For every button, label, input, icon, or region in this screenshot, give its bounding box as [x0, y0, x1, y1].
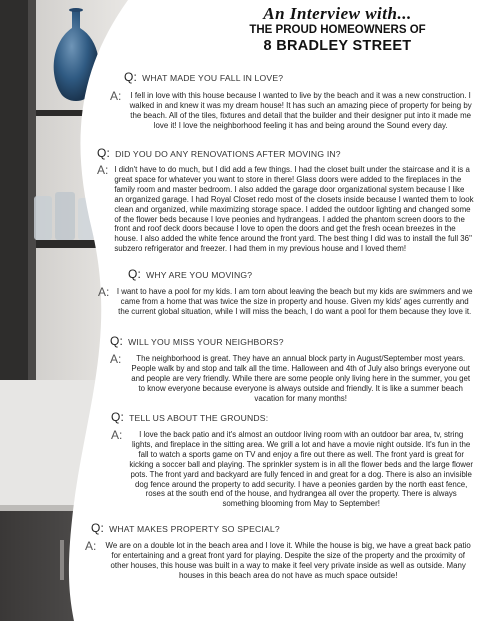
- qa-block-3: [98, 267, 474, 317]
- answer-text: The neighborhood is great. They have an annual block party in August/September most years. People walk by and stop and talk all the time. Halloween and 4th of July also brings everyone out and people are very friendly. While there are some people only living here in the summer, you get to know everyone because everyone is always outside and friendly. It is like a summer beach vacation for many months!: [131, 354, 471, 403]
- answer-3: [98, 287, 474, 317]
- a-label: A:: [110, 352, 122, 366]
- a-label: A:: [110, 89, 122, 103]
- answer-1: [110, 91, 474, 131]
- qa-block-5: [111, 410, 474, 509]
- answer-text: I love the back patio and it's almost an outdoor living room with an outdoor bar area, tv, string lights, and fireplace in the sitting area. We grill a lot and have a movie night outside. It's fun in the fall to watch a sports game on TV and enjoy a fire out there as well. The front yard is great for kicking a soccer ball and playing. The sprinkler system is in all the flower beds and the large flower pots. The front yard and backyard are fully fenced in and great for a dog. There is also an invisible dog fence around the property to add security. I have a peonies garden by the north east fence, roses at the south end of the house, and hydrangea all over the property. There is always something blooming from May to September!: [129, 430, 474, 509]
- q-label: Q:: [111, 410, 125, 424]
- q-label: Q:: [124, 70, 138, 84]
- question-6: [91, 521, 474, 535]
- answer-6: [85, 541, 474, 581]
- answer-text: I want to have a pool for my kids. I am torn about leaving the beach but my kids are swimmers and we came from a home that was twice the size in property and house. Given my kids' ages currently and the current global situation, while I will miss the beach, I do want a pool for them because they love it.: [116, 287, 473, 316]
- question-3: [128, 267, 474, 281]
- qa-block-4: [110, 334, 474, 404]
- answer-text: We are on a double lot in the beach area and I love it. While the house is big, we have a great back patio for entertaining and a great front yard for playing. Despite the size of the property and the proximity of other houses, this house was built in a way to make it feel very private inside as well as outside. Many houses in this beach area do not have as much space outside!: [105, 541, 471, 580]
- answer-5: [111, 430, 474, 509]
- question-5: [111, 410, 474, 424]
- answer-text: I fell in love with this house because I wanted to live by the beach and it was a new construction. I walked in and knew it was my dream house! It has such an amazing piece of property for being by the beach. All of the tiles, fixtures and detail that the builder and their designer put into it made me love it! I love the neighborhood feeling it has and being around the Sound every day.: [129, 91, 472, 130]
- qa-block-1: [110, 70, 474, 131]
- answer-2: [97, 165, 474, 254]
- q-label: Q:: [110, 334, 124, 348]
- question-text: TELL US ABOUT THE GROUNDS:: [129, 413, 269, 423]
- question-1: [124, 70, 474, 84]
- question-text: WHAT MADE YOU FALL IN LOVE?: [142, 73, 284, 83]
- interview-subtitle: THE PROUD HOMEOWNERS OF: [249, 24, 426, 36]
- qa-block-6: [85, 521, 474, 581]
- q-label: Q:: [128, 267, 142, 281]
- q-label: Q:: [91, 521, 105, 535]
- question-4: [110, 334, 474, 348]
- interview-title: An Interview with...: [263, 4, 412, 23]
- question-text: WILL YOU MISS YOUR NEIGHBORS?: [128, 337, 284, 347]
- a-label: A:: [85, 539, 97, 553]
- qa-block-2: [97, 146, 474, 254]
- a-label: A:: [111, 428, 123, 442]
- question-2: [97, 146, 474, 160]
- page-header: [200, 4, 475, 54]
- a-label: A:: [98, 285, 110, 299]
- property-address: 8 BRADLEY STREET: [263, 38, 412, 54]
- answer-text: I didn't have to do much, but I did add a few things. I had the closet built under the staircase and it is a great space for whatever you want to store in there! Glass doors were added to the fireplaces in the family room and master bedroom. I also added the garage door organizational system because I like an organized garage. I had Royal Closet redo most of the closets inside because I wanted them to look clean and organized, while maximizing storage space. I added the outdoor lighting and changed some of the flower beds because I love peonies and hydrangeas. I added the phantom screen doors to the front and roof deck doors because I love to open the doors and get the fresh ocean breezes in the house. I also added the white fence around the front yard. The best thing I did was to install the full 36" subzero refrigerator and freezer. I had them in my previous house and I loved them!: [114, 165, 474, 254]
- question-text: WHAT MAKES PROPERTY SO SPECIAL?: [109, 524, 280, 534]
- answer-4: [110, 354, 474, 404]
- question-text: WHY ARE YOU MOVING?: [146, 270, 253, 280]
- q-label: Q:: [97, 146, 111, 160]
- a-label: A:: [97, 163, 109, 177]
- question-text: DID YOU DO ANY RENOVATIONS AFTER MOVING IN?: [115, 149, 341, 159]
